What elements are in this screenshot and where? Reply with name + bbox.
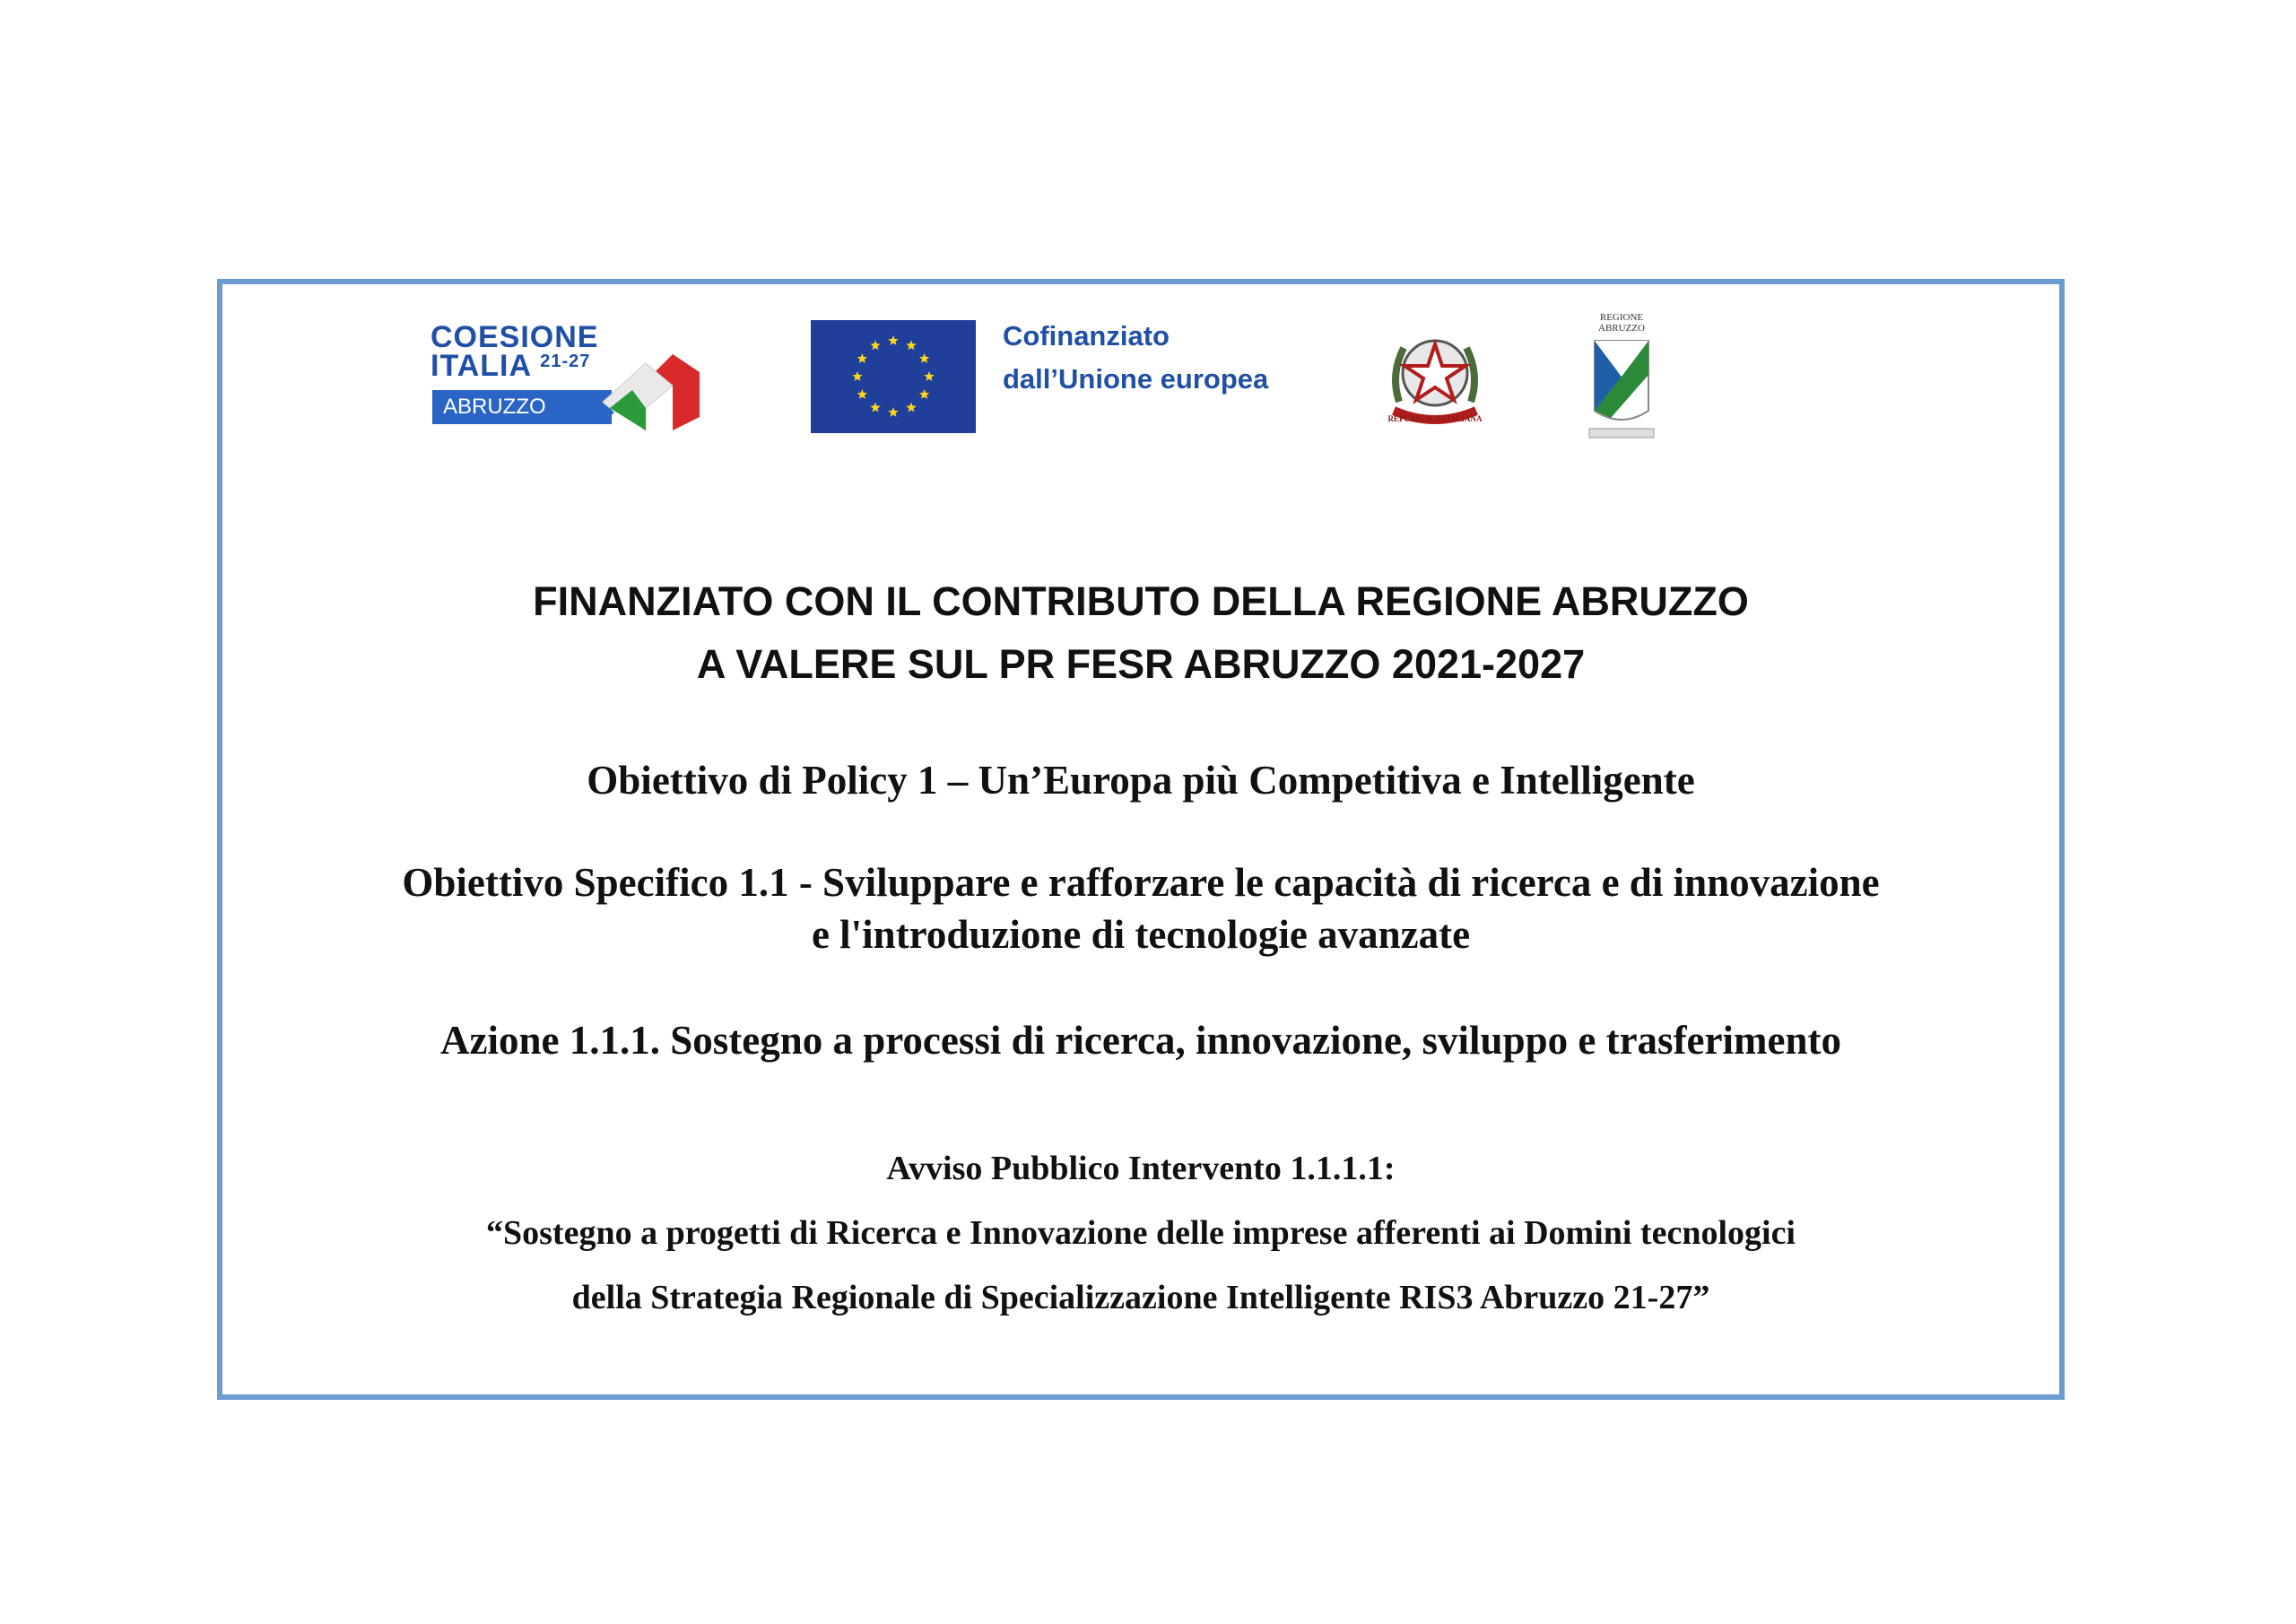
eu-star	[919, 353, 929, 363]
specific-objective-line2: e l'introduzione di tecnologie avanzate	[811, 912, 1471, 957]
eu-star	[906, 340, 916, 350]
specific-objective	[222, 856, 2059, 960]
eu-star	[924, 371, 934, 381]
regione-abruzzo-crest	[1578, 312, 1665, 447]
eu-flag-icon	[811, 320, 976, 433]
funding-heading	[222, 570, 2059, 696]
regione-abruzzo-label: REGIONE ABRUZZO	[1598, 312, 1645, 334]
specific-objective-line1: Obiettivo Specifico 1.1 - Sviluppare e rafforzare le capacità di ricerca e di innovazione	[402, 860, 1880, 905]
public-notice-line1: Avviso Pubblico Intervento 1.1.1.1:	[886, 1150, 1396, 1187]
action-line: Azione 1.1.1. Sostegno a processi di ricerca, innovazione, sviluppo e trasferimento	[440, 1018, 1841, 1063]
coesione-line2: ITALIA $^{21-27}$	[430, 349, 591, 383]
italian-republic-emblem	[1381, 321, 1489, 434]
policy-objective: Obiettivo di Policy 1 – Un’Europa più Competitiva e Intelligente	[587, 758, 1695, 803]
eu-caption-line1: Cofinanziato	[1003, 320, 1170, 352]
emblem-ribbon-text: REPUBBLICA ITALIANA	[1387, 414, 1483, 423]
eu-star	[888, 407, 898, 417]
eu-star	[852, 371, 862, 381]
public-notice-line2: “Sostegno a progetti di Ricerca e Innovazione delle imprese afferenti ai Domini tecnologici	[486, 1214, 1796, 1252]
funding-heading-line2: A VALERE SUL PR FESR ABRUZZO 2021-2027	[696, 641, 1586, 687]
eu-star	[857, 389, 867, 399]
funding-heading-line1: FINANZIATO CON IL CONTRIBUTO DELLA REGIONE ABRUZZO	[533, 578, 1749, 624]
coesione-line1: COESIONE	[430, 320, 599, 354]
public-notice-line3: della Strategia Regionale di Specializzazione Intelligente RIS3 Abruzzo 21-27”	[571, 1279, 1710, 1316]
abruzzo-shield-icon	[1578, 312, 1665, 447]
eu-caption-line2: dall’Unione europea	[1003, 363, 1269, 395]
coesione-years: 21-27	[540, 352, 591, 371]
coesione-region-bar: ABRUZZO	[432, 390, 612, 424]
eu-cofinanced-logo	[811, 320, 1277, 433]
eu-star	[919, 389, 929, 399]
eu-star	[870, 403, 880, 413]
eu-star	[870, 340, 880, 350]
public-notice	[222, 1136, 2059, 1330]
coesione-arrow-icon	[565, 318, 709, 435]
eu-star	[906, 403, 916, 413]
coesione-italia-logo	[430, 318, 709, 435]
eu-star	[888, 335, 898, 345]
eu-star	[857, 353, 867, 363]
